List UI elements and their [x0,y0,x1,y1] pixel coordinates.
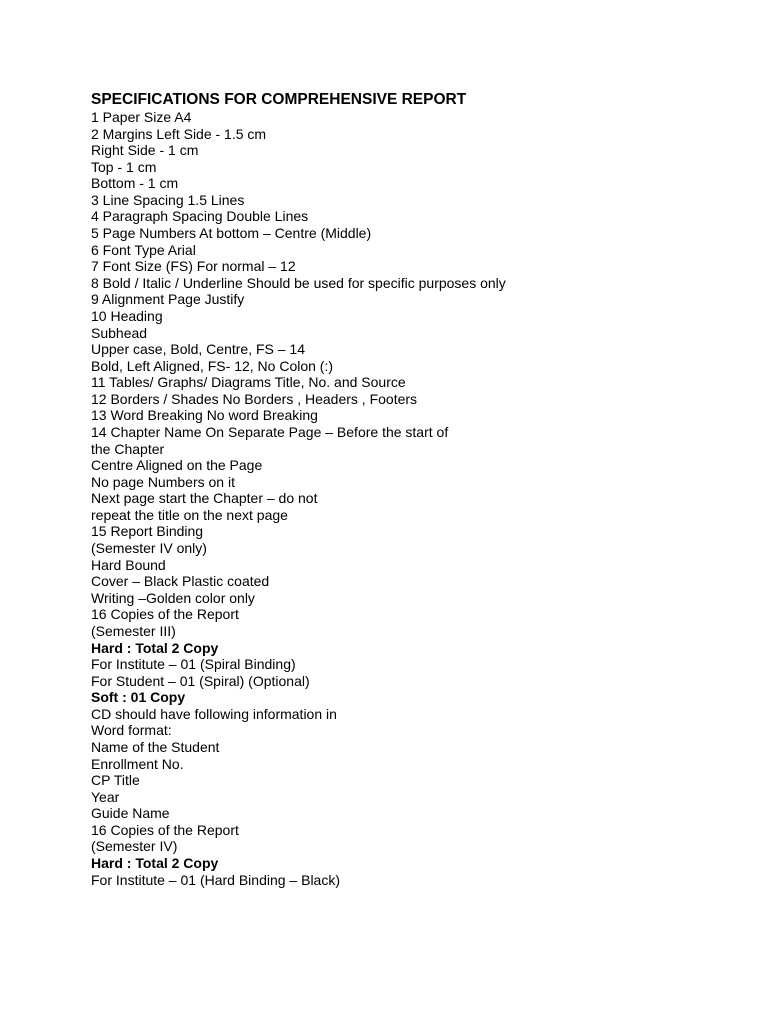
specification-line: 10 Heading [91,307,163,324]
section-heading-line: Soft : 01 Copy [91,689,186,706]
specification-line: 9 Alignment Page Justify [91,291,245,308]
specification-line: Top - 1 cm [91,158,157,175]
specification-line: Cover – Black Plastic coated [91,573,270,590]
specification-line: CD should have following information in [91,705,337,722]
specification-line: Name of the Student [91,738,220,755]
specification-line: 4 Paragraph Spacing Double Lines [91,208,309,225]
specification-line: 16 Copies of the Report [91,606,239,623]
section-heading-line: Hard : Total 2 Copy [91,855,219,872]
specification-line: 15 Report Binding [91,523,204,540]
specification-line: Guide Name [91,805,170,822]
specification-line: For Institute – 01 (Spiral Binding) [91,656,296,673]
specification-line: Year [91,788,120,805]
specification-line: 8 Bold / Italic / Underline Should be used for specific purposes only [91,274,506,291]
specification-line: (Semester IV) [91,838,178,855]
specification-line: 5 Page Numbers At bottom – Centre (Middle) [91,225,372,242]
specification-line: Word format: [91,722,172,739]
specification-list [91,109,731,888]
specification-line: the Chapter [91,440,165,457]
specification-line: Right Side - 1 cm [91,142,199,159]
specification-line: CP Title [91,772,140,789]
specification-line: Next page start the Chapter – do not [91,490,318,507]
specification-line: Subhead [91,324,148,341]
document-body [91,91,731,888]
specification-line: 13 Word Breaking No word Breaking [91,407,318,424]
specification-line: Enrollment No. [91,755,184,772]
specification-line: Bold, Left Aligned, FS- 12, No Colon (:) [91,357,334,374]
specification-line: For Student – 01 (Spiral) (Optional) [91,672,310,689]
specification-line: 2 Margins Left Side - 1.5 cm [91,125,267,142]
specification-line: 14 Chapter Name On Separate Page – Before the start of [91,423,449,440]
document-title: SPECIFICATIONS FOR COMPREHENSIVE REPORT [91,91,467,108]
specification-line: Centre Aligned on the Page [91,457,263,474]
specification-line: 7 Font Size (FS) For normal – 12 [91,258,296,275]
specification-line: (Semester III) [91,622,176,639]
specification-line: Upper case, Bold, Centre, FS – 14 [91,341,305,358]
specification-line: 16 Copies of the Report [91,821,239,838]
section-heading-line: Hard : Total 2 Copy [91,639,219,656]
specification-line: Bottom - 1 cm [91,175,179,192]
specification-line: 11 Tables/ Graphs/ Diagrams Title, No. and Source [91,374,406,391]
specification-line: No page Numbers on it [91,473,235,490]
specification-line: (Semester IV only) [91,540,207,557]
specification-line: Hard Bound [91,556,166,573]
specification-line: Writing –Golden color only [91,589,255,606]
specification-line: 1 Paper Size A4 [91,109,192,125]
specification-line: 6 Font Type Arial [91,241,196,258]
specification-line: 3 Line Spacing 1.5 Lines [91,191,245,208]
specification-line: 12 Borders / Shades No Borders , Headers , Footers [91,390,418,407]
specification-line: For Institute – 01 (Hard Binding – Black) [91,871,341,888]
specification-line: repeat the title on the next page [91,506,288,523]
